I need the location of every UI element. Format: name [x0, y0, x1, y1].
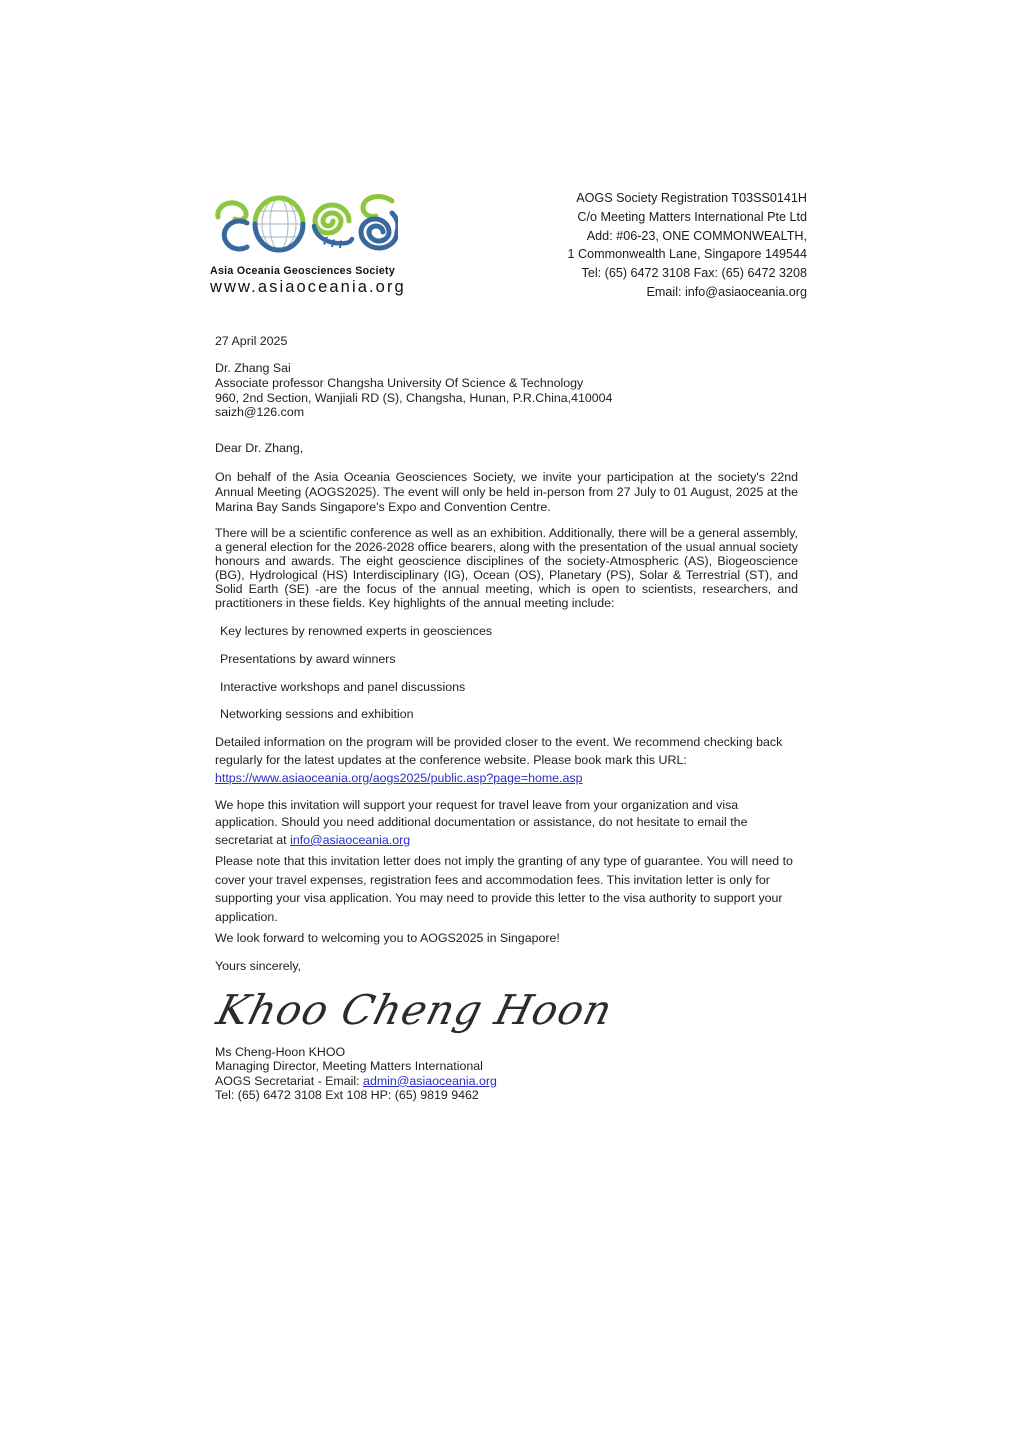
recipient-address: 960, 2nd Section, Wanjiali RD (S), Changsha, Hunan, P.R.China,410004	[215, 390, 613, 405]
recipient-block	[215, 361, 612, 420]
aogs-logo-mark	[210, 192, 398, 256]
signoff-tel: Tel: (65) 6472 3108 Ext 108 HP: (65) 9819 9462	[215, 1088, 479, 1103]
logo-website: www.asiaoceania.org	[210, 278, 406, 296]
salutation: Dear Dr. Zhang,	[215, 441, 304, 455]
highlight-item: Interactive workshops and panel discussions	[220, 679, 466, 694]
paragraph-conference: There will be a scientific conference as well as an exhibition. Additionally, there will be a general assembly, a general election for the 2026-2028 office bearers, along with the presentation of the usual annual society honours and awards. The eight geoscience disciplines of the society-Atmospheric (AS), Biogeoscience (BG), Hydrological (HS) Interdisciplinary (IG), Ocean (OS), Planetary (PS), Solar & Terrestrial (ST), and Solid Earth (SE) -are the focus of the annual meeting, which is open to scientists, researchers, and practitioners in these fields. Key highlights of the annual meeting include:	[215, 526, 798, 610]
tel-fax-line: Tel: (65) 6472 3108 Fax: (65) 6472 3208	[581, 266, 807, 281]
paragraph-program-text: Detailed information on the program will be provided closer to the event. We recommend checking back regularly for the latest updates at the conference website. Please book mark this URL:	[215, 735, 783, 767]
paragraph-invitation: On behalf of the Asia Oceania Geosciences Society, we invite your participation at the society's 22nd Annual Meeting (AOGS2025). The event will only be held in-person from 27 July to 01 August, 2025 at the Marina Bay Sands Singapore's Expo and Convention Centre.	[215, 470, 798, 515]
signoff-block	[215, 1045, 497, 1103]
logo-org-name: Asia Oceania Geosciences Society	[210, 265, 396, 277]
recipient-title: Associate professor Changsha University Of Science & Technology	[215, 375, 584, 390]
handwritten-signature: Khoo Cheng Hoon	[212, 986, 618, 1034]
paragraph-welcome: We look forward to welcoming you to AOGS2025 in Singapore!	[215, 931, 560, 945]
highlight-item: Key lectures by renowned experts in geosciences	[220, 624, 493, 638]
recipient-email: saizh@126.com	[215, 405, 305, 420]
signoff-secretariat-label: AOGS Secretariat - Email:	[215, 1073, 364, 1088]
admin-email-link[interactable]: admin@asiaoceania.org	[363, 1073, 497, 1088]
address-line-1: Add: #06-23, ONE COMMONWEALTH,	[586, 228, 807, 243]
paragraph-support	[215, 797, 798, 849]
paragraph-note: Please note that this invitation letter does not imply the granting of any type of guarantee. You will need to cover your travel expenses, registration fees and accommodation fees. This invitation letter is only for supporting your visa application. You may need to provide this letter to the visa authority to support your application.	[215, 854, 793, 924]
registration-line: AOGS Society Registration T03SS0141H	[576, 191, 807, 205]
letter-date: 27 April 2025	[215, 334, 288, 348]
email-line: Email: info@asiaoceania.org	[646, 284, 807, 299]
secretariat-email-link[interactable]: info@asiaoceania.org	[290, 832, 411, 847]
address-line-2: 1 Commonwealth Lane, Singapore 149544	[567, 247, 807, 262]
highlight-item: Presentations by award winners	[220, 651, 396, 666]
signoff-secretariat-line	[215, 1074, 497, 1088]
recipient-name: Dr. Zhang Sai	[215, 361, 291, 375]
closing-line: Yours sincerely,	[215, 959, 302, 973]
paragraph-support-text: We hope this invitation will support your request for travel leave from your organization and visa application. Should you need additional documentation or assistance, do not hesitate to email the secretariat at	[215, 798, 748, 847]
careof-line: C/o Meeting Matters International Pte Ltd	[577, 209, 807, 224]
conference-url-link[interactable]: https://www.asiaoceania.org/aogs2025/public.asp?page=home.asp	[215, 771, 583, 785]
paragraph-program	[215, 733, 798, 787]
society-contact-block	[568, 189, 807, 302]
signoff-title: Managing Director, Meeting Matters International	[215, 1059, 483, 1074]
signoff-name: Ms Cheng-Hoon KHOO	[215, 1045, 346, 1059]
aogs-logo	[210, 192, 410, 297]
highlight-item: Networking sessions and exhibition	[220, 707, 414, 722]
highlights-list	[220, 624, 492, 735]
